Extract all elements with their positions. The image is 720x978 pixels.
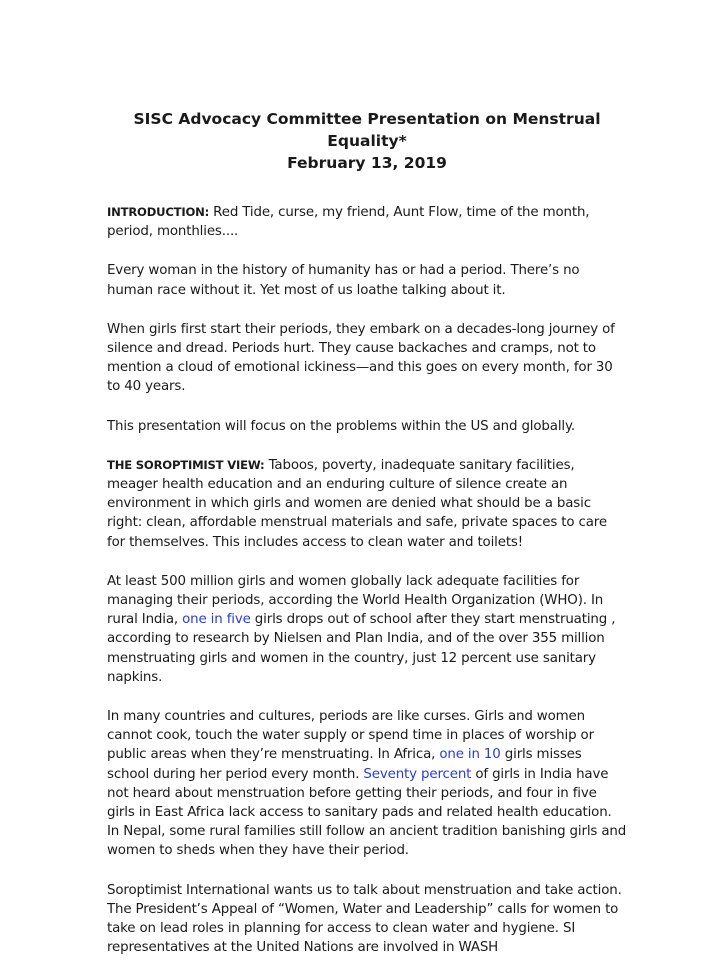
introduction-text: Red Tide, curse, my friend, Aunt Flow, time of the month, period, monthlies....: [107, 205, 590, 240]
action-paragraph: Soroptimist International wants us to talk about menstruation and take action. The President’s Appeal of “Women, Water and Leadership” calls for women to take on lead roles in planning for access to clean water and hygiene. SI representatives at the United Nations are involved in WASH: [107, 882, 622, 956]
introduction-lead: INTRODUCTION:: [107, 205, 210, 219]
statistics-text-before: At least 500 million girls and women globally lack adequate facilities for managing their periods, according the World Health Organization (WHO). In rural India,: [107, 573, 604, 628]
statistics-paragraph: [107, 572, 627, 687]
focus-paragraph: This presentation will focus on the problems within the US and globally.: [107, 418, 575, 434]
title-date: February 13, 2019: [287, 154, 447, 172]
cultures-text-3: of girls in India have not heard about menstruation before getting their periods, and four in five girls in East Africa lack access to sanitary pads and related health education. In Nepal, some rural families still follow an ancient tradition banishing girls and women to sheds when they have their period.: [107, 766, 627, 859]
silence-paragraph: When girls first start their periods, they embark on a decades-long journey of silence and dread. Periods hurt. They cause backaches and cramps, not to mention a cloud of emotional ickiness—and this goes on every month, for 30 to 40 years.: [107, 321, 615, 395]
one-in-10-link[interactable]: one in 10: [439, 747, 501, 763]
title-line-1: SISC Advocacy Committee Presentation on Menstrual Equality*: [133, 110, 601, 150]
cultures-text-2: girls misses school during her period every month.: [107, 747, 582, 782]
soroptimist-view-paragraph: [107, 456, 627, 552]
document-title: [107, 108, 627, 174]
soroptimist-view-lead: THE SOROPTIMIST VIEW:: [107, 457, 265, 472]
statistics-text-after: girls drops out of school after they start menstruating , according to research by Nielsen and Plan India, and of the over 355 million menstruating girls and women in the country, just 12 percent use sanitary napkins.: [107, 612, 616, 685]
cultures-paragraph: [107, 707, 627, 861]
introduction-paragraph: [107, 203, 627, 241]
document-page: [107, 108, 627, 978]
soroptimist-view-text: Taboos, poverty, inadequate sanitary facilities, meager health education and an enduring culture of silence create an environment in which girls and women are denied what should be a basic right: clean, affordable menstrual materials and safe, private spaces to care for themselves. This includes access to clean water and toilets!: [107, 457, 607, 550]
seventy-percent-link[interactable]: Seventy percent: [363, 766, 472, 782]
cultures-text-1: In many countries and cultures, periods are like curses. Girls and women cannot cook, touch the water supply or spend time in places of worship or public areas when they’re menstruating. In Africa,: [107, 709, 594, 763]
humanity-paragraph: Every woman in the history of humanity has or had a period. There’s no human race without it. Yet most of us loathe talking about it.: [107, 263, 580, 298]
one-in-five-link[interactable]: one in five: [182, 612, 251, 628]
